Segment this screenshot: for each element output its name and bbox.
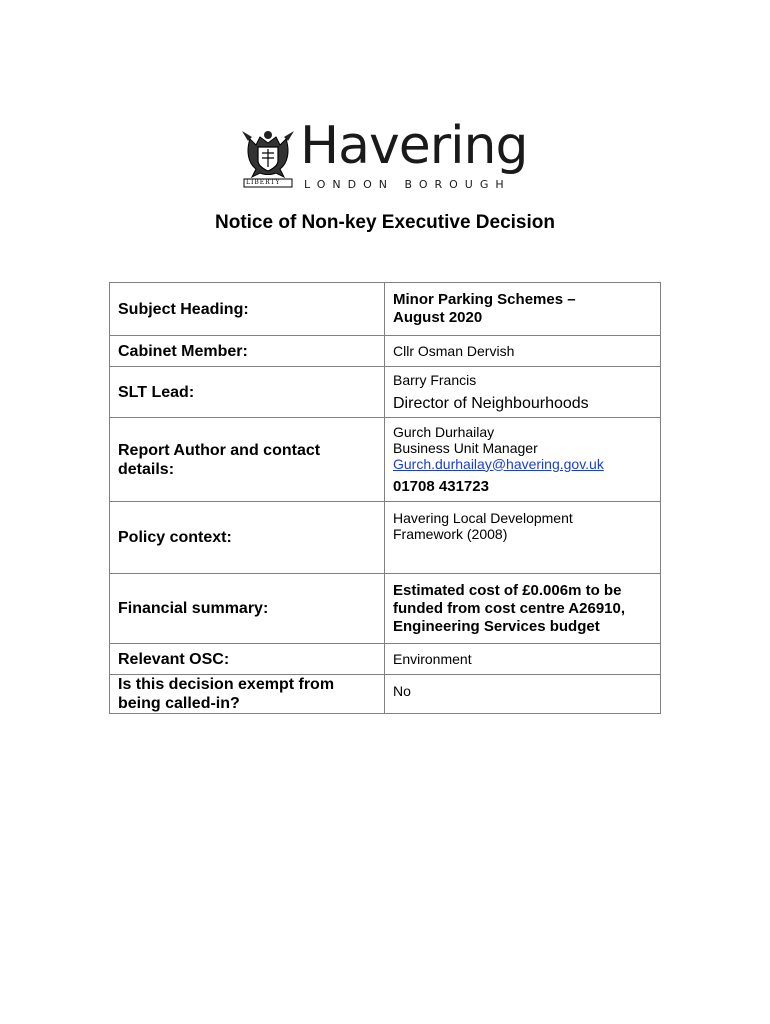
subject-value-line1: Minor Parking Schemes – [393, 291, 576, 308]
havering-logo [240, 116, 530, 195]
author-email-link[interactable]: Gurch.durhailay@havering.gov.uk [393, 455, 604, 472]
subject-label: Subject Heading: [110, 283, 385, 336]
table-row-slt [110, 367, 661, 418]
policy-context-label: Policy context: [110, 502, 385, 574]
table-row-cabinet [110, 336, 661, 367]
table-row-osc [110, 644, 661, 675]
relevant-osc-value: Environment [385, 644, 661, 675]
financial-summary-line1: Estimated cost of £0.006m to be [393, 581, 622, 599]
brand-name: Havering [300, 116, 528, 176]
table-row-policy [110, 502, 661, 574]
exempt-value: No [385, 675, 661, 714]
brand-subtitle: LONDON BOROUGH [304, 178, 511, 191]
financial-summary-line2: funded from cost centre A26910, [393, 599, 626, 617]
slt-lead-role: Director of Neighbourhoods [393, 395, 589, 412]
slt-lead-name: Barry Francis [393, 372, 477, 388]
cabinet-member-label: Cabinet Member: [110, 336, 385, 367]
policy-context-line1: Havering Local Development [393, 510, 573, 526]
cabinet-member-value: Cllr Osman Dervish [385, 336, 661, 367]
exempt-label: Is this decision exempt from being called-in? [110, 675, 385, 714]
slt-lead-label: SLT Lead: [110, 367, 385, 418]
table-row-author [110, 418, 661, 502]
decision-table [109, 282, 661, 714]
policy-context-line2: Framework (2008) [393, 526, 508, 542]
financial-summary-label: Financial summary: [110, 574, 385, 644]
report-author-label: Report Author and contact details: [118, 441, 321, 478]
author-phone: 01708 431723 [393, 477, 489, 495]
author-role: Business Unit Manager [393, 439, 538, 456]
table-row-exempt [110, 675, 661, 714]
crest-motto: LIBERTY [246, 179, 281, 186]
subject-value-line2: August 2020 [393, 309, 483, 326]
relevant-osc-label: Relevant OSC: [110, 644, 385, 675]
borough-crest-icon [240, 127, 296, 191]
table-row-subject [110, 283, 661, 336]
author-name: Gurch Durhailay [393, 423, 495, 440]
table-row-financial [110, 574, 661, 644]
page-title: Notice of Non-key Executive Decision [215, 212, 555, 233]
financial-summary-line3: Engineering Services budget [393, 617, 600, 635]
